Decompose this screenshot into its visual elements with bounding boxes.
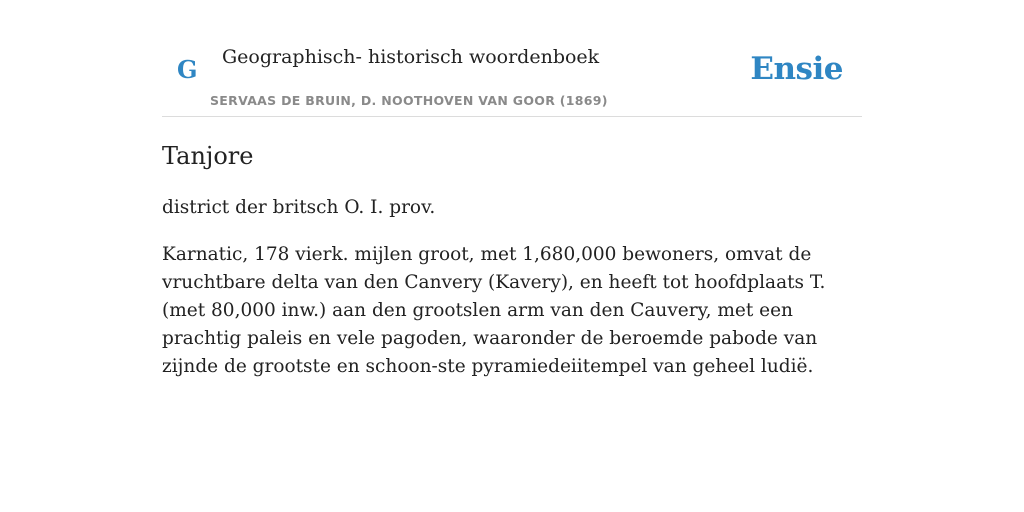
ensie-logo-link[interactable]: Ensie [750, 51, 843, 87]
page [162, 0, 862, 381]
book-logo-link[interactable]: G [177, 55, 198, 84]
book-title[interactable]: Geographisch- historisch woordenboek [222, 46, 600, 68]
book-authors: SERVAAS DE BRUIN, D. NOOTHOVEN VAN GOOR (1869) [210, 93, 608, 108]
entry-paragraph: district der britsch O. I. prov. [162, 197, 436, 218]
entry-paragraph: Karnatic, 178 vierk. mijlen groot, met 1,680,000 bewoners, omvat de vruchtbare delta van den Canvery (Kavery), en heeft tot hoofdplaats T. (met 80,000 inw.) aan den grootslen arm van den Cauvery, met een prachtig paleis en vele pagoden, waaronder de beroemde pabode van zijnde de grootste en schoon-ste pyramiedeiitempel van geheel ludië. [162, 244, 826, 377]
entry-title: Tanjore [162, 142, 254, 170]
book-header [162, 0, 862, 117]
